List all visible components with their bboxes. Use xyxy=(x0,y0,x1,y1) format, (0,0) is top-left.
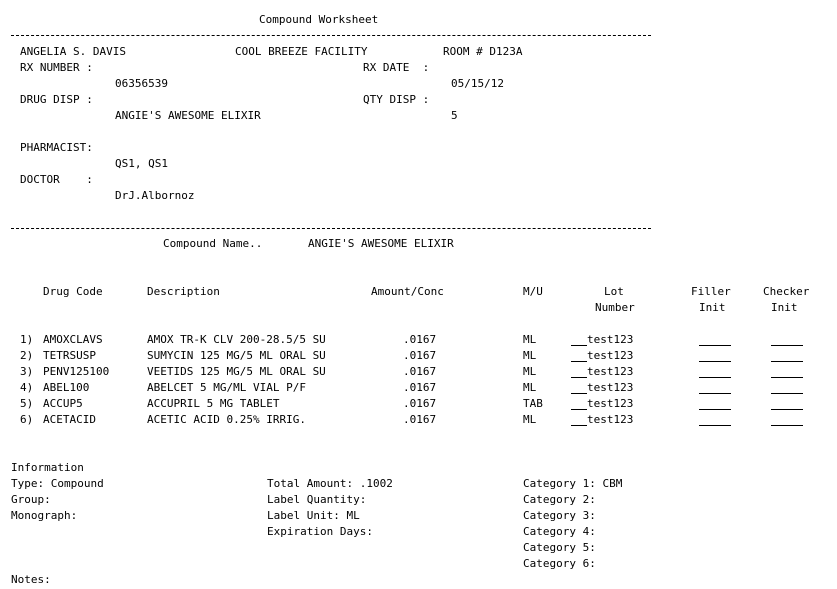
category-4: Category 4: xyxy=(523,525,596,538)
drug-mu: ML xyxy=(523,381,537,394)
header-amount: Amount/Conc xyxy=(371,285,444,298)
info-label-unit: Label Unit: ML xyxy=(267,509,360,522)
rx-number-label: RX NUMBER : xyxy=(20,61,93,74)
category-1: Category 1: CBM xyxy=(523,477,623,490)
information-heading: Information xyxy=(11,461,84,474)
header-filler: Filler xyxy=(691,285,731,298)
header-filler-init: Init xyxy=(699,301,726,314)
category-2: Category 2: xyxy=(523,493,596,506)
lot-number: test123 xyxy=(587,333,634,346)
header-description: Description xyxy=(147,285,220,298)
lot-blank[interactable] xyxy=(571,409,587,410)
rx-date-label: RX DATE : xyxy=(363,61,430,74)
rx-date-value: 05/15/12 xyxy=(451,77,504,90)
doctor-label: DOCTOR : xyxy=(20,173,93,186)
row-number: 1) xyxy=(20,333,34,346)
drug-description: SUMYCIN 125 MG/5 ML ORAL SU xyxy=(147,349,326,362)
compound-name-value: ANGIE'S AWESOME ELIXIR xyxy=(308,237,454,250)
lot-number: test123 xyxy=(587,413,634,426)
category-6: Category 6: xyxy=(523,557,596,570)
header-checker: Checker xyxy=(763,285,810,298)
drug-disp-label: DRUG DISP : xyxy=(20,93,93,106)
checker-init-blank[interactable] xyxy=(771,345,803,346)
drug-code: TETRSUSP xyxy=(43,349,96,362)
lot-number: test123 xyxy=(587,381,634,394)
info-expiration-days: Expiration Days: xyxy=(267,525,373,538)
lot-number: test123 xyxy=(587,349,634,362)
lot-blank[interactable] xyxy=(571,361,587,362)
category-5: Category 5: xyxy=(523,541,596,554)
facility-name: COOL BREEZE FACILITY xyxy=(235,45,368,58)
checker-init-blank[interactable] xyxy=(771,361,803,362)
filler-init-blank[interactable] xyxy=(699,409,731,410)
header-lot: Lot xyxy=(604,285,624,298)
filler-init-blank[interactable] xyxy=(699,425,731,426)
header-lot-number: Number xyxy=(595,301,635,314)
drug-mu: TAB xyxy=(523,397,543,410)
drug-amount: .0167 xyxy=(403,381,437,394)
checker-init-blank[interactable] xyxy=(771,393,803,394)
filler-init-blank[interactable] xyxy=(699,393,731,394)
info-monograph: Monograph: xyxy=(11,509,78,522)
header-checker-init: Init xyxy=(771,301,798,314)
filler-init-blank[interactable] xyxy=(699,377,731,378)
header-drug-code: Drug Code xyxy=(43,285,103,298)
pharmacist-value: QS1, QS1 xyxy=(115,157,168,170)
checker-init-blank[interactable] xyxy=(771,425,803,426)
rx-number-value: 06356539 xyxy=(115,77,168,90)
filler-init-blank[interactable] xyxy=(699,361,731,362)
drug-description: VEETIDS 125 MG/5 ML ORAL SU xyxy=(147,365,326,378)
info-group: Group: xyxy=(11,493,51,506)
pharmacist-label: PHARMACIST: xyxy=(20,141,93,154)
lot-blank[interactable] xyxy=(571,377,587,378)
drug-amount: .0167 xyxy=(403,413,437,426)
checker-init-blank[interactable] xyxy=(771,409,803,410)
notes-label: Notes: xyxy=(11,573,51,586)
filler-init-blank[interactable] xyxy=(699,345,731,346)
drug-code: ACETACID xyxy=(43,413,96,426)
drug-description: ACETIC ACID 0.25% IRRIG. xyxy=(147,413,306,426)
drug-mu: ML xyxy=(523,365,537,378)
drug-amount: .0167 xyxy=(403,365,437,378)
header-mu: M/U xyxy=(523,285,543,298)
row-number: 5) xyxy=(20,397,34,410)
room-number: ROOM # D123A xyxy=(443,45,523,58)
drug-amount: .0167 xyxy=(403,333,437,346)
qty-disp-value: 5 xyxy=(451,109,458,122)
divider-top xyxy=(11,35,651,36)
drug-mu: ML xyxy=(523,413,537,426)
row-number: 3) xyxy=(20,365,34,378)
lot-blank[interactable] xyxy=(571,425,587,426)
drug-disp-value: ANGIE'S AWESOME ELIXIR xyxy=(115,109,261,122)
lot-number: test123 xyxy=(587,365,634,378)
drug-code: ABEL100 xyxy=(43,381,90,394)
worksheet-title: Compound Worksheet xyxy=(259,13,379,26)
info-type: Type: Compound xyxy=(11,477,104,490)
drug-code: ACCUP5 xyxy=(43,397,83,410)
category-3: Category 3: xyxy=(523,509,596,522)
lot-blank[interactable] xyxy=(571,345,587,346)
compound-name-label: Compound Name.. xyxy=(163,237,263,250)
info-total-amount: Total Amount: .1002 xyxy=(267,477,393,490)
patient-name: ANGELIA S. DAVIS xyxy=(20,45,126,58)
lot-blank[interactable] xyxy=(571,393,587,394)
drug-amount: .0167 xyxy=(403,397,437,410)
drug-code: AMOXCLAVS xyxy=(43,333,103,346)
divider-middle xyxy=(11,228,651,229)
row-number: 4) xyxy=(20,381,34,394)
drug-amount: .0167 xyxy=(403,349,437,362)
drug-description: ABELCET 5 MG/ML VIAL P/F xyxy=(147,381,306,394)
drug-code: PENV125100 xyxy=(43,365,110,378)
info-label-quantity: Label Quantity: xyxy=(267,493,367,506)
doctor-value: DrJ.Albornoz xyxy=(115,189,195,202)
lot-number: test123 xyxy=(587,397,634,410)
checker-init-blank[interactable] xyxy=(771,377,803,378)
drug-description: AMOX TR-K CLV 200-28.5/5 SU xyxy=(147,333,326,346)
row-number: 2) xyxy=(20,349,34,362)
row-number: 6) xyxy=(20,413,34,426)
drug-mu: ML xyxy=(523,333,537,346)
drug-mu: ML xyxy=(523,349,537,362)
qty-disp-label: QTY DISP : xyxy=(363,93,430,106)
drug-description: ACCUPRIL 5 MG TABLET xyxy=(147,397,280,410)
